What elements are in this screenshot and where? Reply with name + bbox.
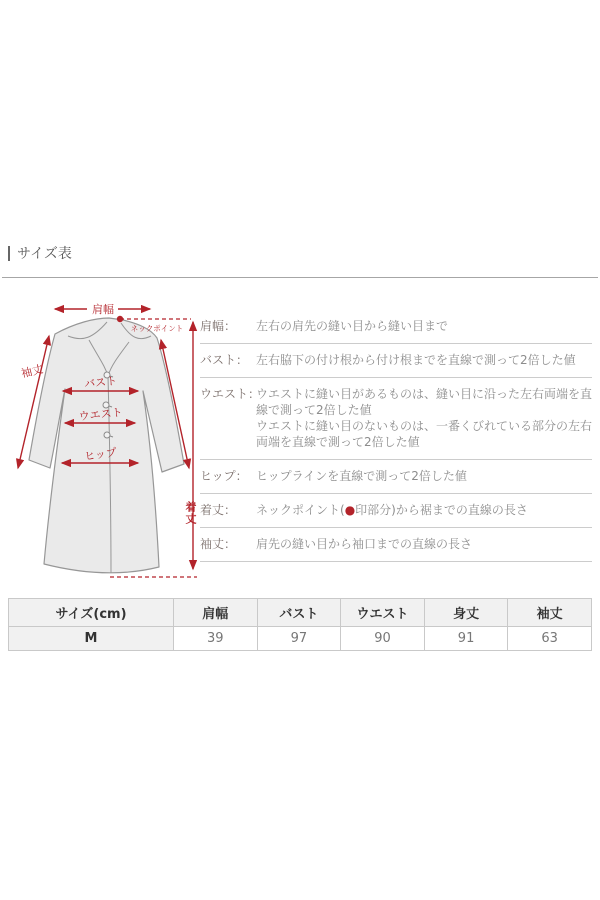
definition-description: 左右の肩先の縫い目から縫い目まで [256,319,449,333]
sleeve-length-label: 袖丈 [19,362,45,381]
neck-point-label: ネックポイント [130,324,184,333]
size-table-header-cell: 肩幅 [174,599,258,627]
waist-label: ウエスト [78,405,124,424]
size-value-cell: 63 [508,627,592,651]
neck-point-dot-marker: ● [344,503,356,517]
section-title [8,243,72,263]
definition-term: ウエスト： [200,387,261,401]
definition-description: ヒップラインを直線で測って2倍した値 [256,469,467,483]
size-value-cell: 91 [424,627,508,651]
definition-description: 肩先の縫い目から袖口までの直線の長さ [256,537,473,551]
measurement-diagram [5,296,200,586]
bust-label: バスト [83,374,118,391]
section-title-text: サイズ表 [17,246,72,262]
definition-description: ネックポイント(●印部分)から裾までの直線の長さ [256,503,528,517]
definition-row [200,378,592,460]
definition-row [200,310,592,344]
size-table-row [9,627,592,651]
definition-description: ウエストに縫い目があるものは、縫い目に沿った左右両端を直線で測って2倍した値 ウエストに縫い目のないものは、一番くびれている部分の左右両端を直線で測って2倍した値 [256,387,593,449]
coat-shape [29,318,184,573]
size-table [8,598,592,651]
size-table-header [9,599,592,627]
size-table-header-cell: サイズ(cm) [9,599,174,627]
definition-term: 着丈： [200,503,237,517]
definition-row [200,460,592,494]
coat-illustration [5,296,200,586]
definition-term: 袖丈： [200,537,237,551]
definition-row [200,344,592,378]
measurement-definitions [200,310,592,562]
shoulder-width-label: 肩幅 [92,303,114,316]
size-value-cell: 97 [257,627,341,651]
length-label: 着丈 [184,501,197,525]
hip-label: ヒップ [83,445,118,464]
section-divider [2,277,598,278]
size-name-cell: M [9,627,174,651]
size-table-header-cell: バスト [257,599,341,627]
size-value-cell: 39 [174,627,258,651]
definition-term: バスト： [200,353,249,367]
definition-term: 肩幅： [200,319,237,333]
definition-row [200,494,592,528]
definition-row [200,528,592,562]
neck-point-dot [117,316,123,322]
title-accent-bar [8,246,10,261]
size-table-header-cell: 身丈 [424,599,508,627]
size-table-header-cell: 袖丈 [508,599,592,627]
size-table-header-cell: ウエスト [341,599,425,627]
size-value-cell: 90 [341,627,425,651]
definition-term: ヒップ： [200,469,248,483]
definition-description: 左右脇下の付け根から付け根までを直線で測って2倍した値 [256,353,576,367]
